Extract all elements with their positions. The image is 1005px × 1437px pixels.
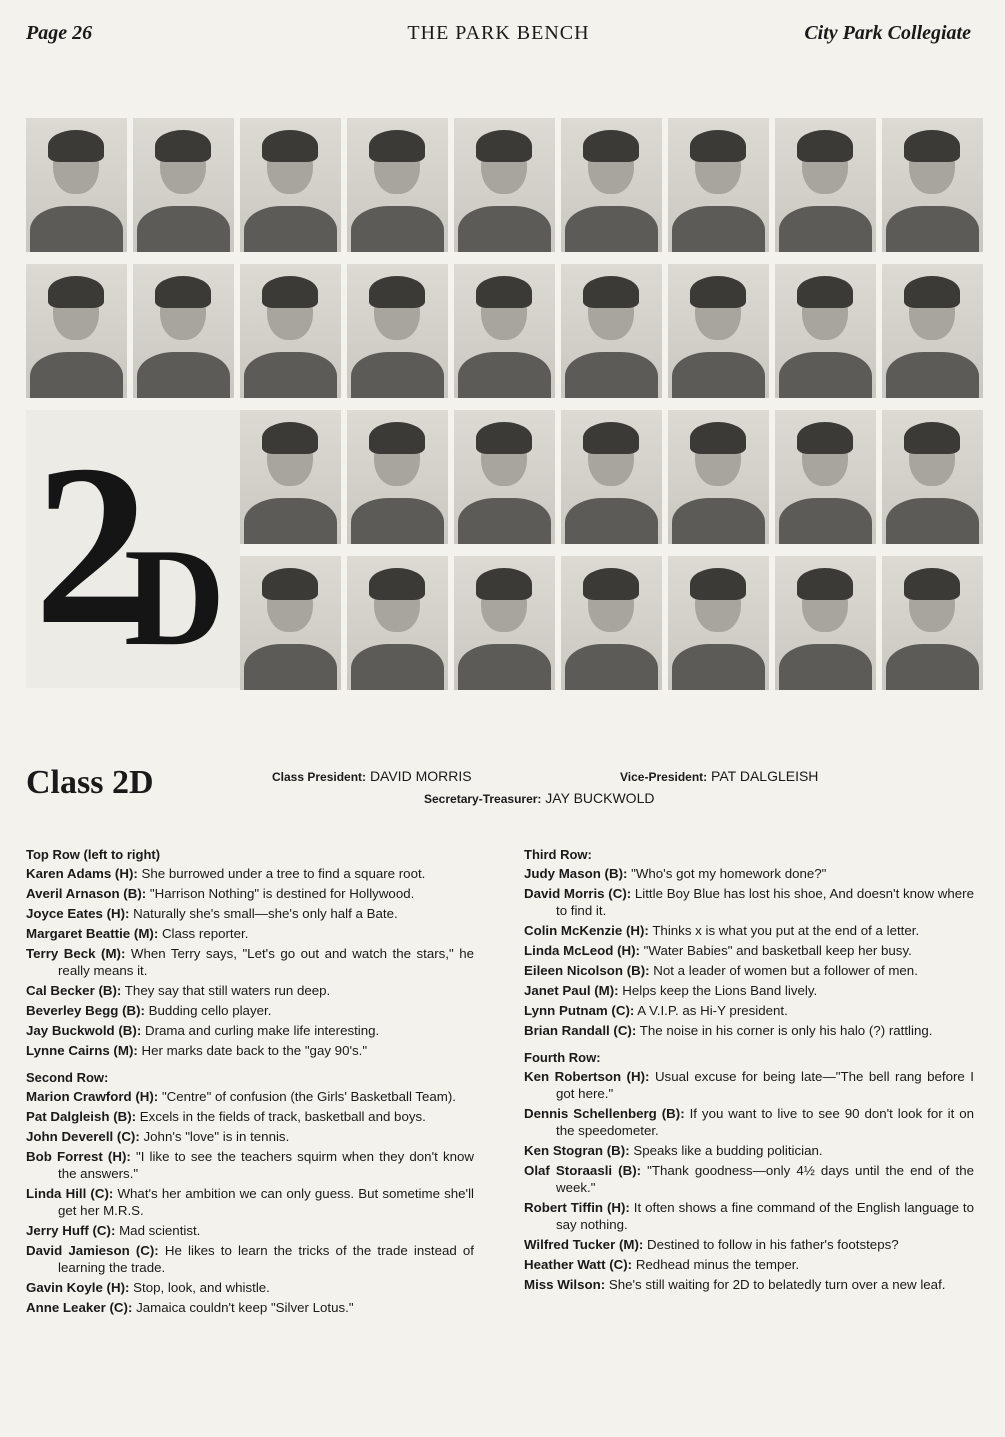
- student-name: Linda McLeod (H):: [524, 943, 640, 958]
- student-caption: [524, 922, 974, 939]
- president-name: DAVID MORRIS: [369, 768, 472, 784]
- student-portrait: [454, 556, 555, 690]
- class-title: Class 2D: [26, 764, 154, 801]
- student-quip: Jamaica couldn't keep "Silver Lotus.": [136, 1300, 354, 1315]
- student-portrait: [347, 264, 448, 398]
- student-portrait: [882, 264, 983, 398]
- student-quip: He likes to learn the tricks of the trade instead of learning the trade.: [58, 1243, 475, 1275]
- student-quip: It often shows a fine command of the English language to say nothing.: [556, 1200, 974, 1232]
- row-heading: Second Row:: [26, 1070, 109, 1085]
- student-quip: Usual excuse for being late—"The bell rang before I got here.": [556, 1069, 974, 1101]
- student-portrait: [26, 118, 127, 252]
- student-name: Lynn Putnam (C):: [524, 1003, 635, 1018]
- student-caption: [524, 1236, 974, 1253]
- student-portrait: [668, 264, 769, 398]
- student-portrait: [454, 410, 555, 544]
- student-portrait: [775, 556, 876, 690]
- student-caption: [524, 1256, 974, 1273]
- student-quip: "Thank goodness—only 4½ days until the end of the week.": [556, 1163, 974, 1195]
- secretary-name: JAY BUCKWOLD: [545, 790, 655, 806]
- student-quip: Not a leader of women but a follower of men.: [653, 963, 918, 978]
- student-name: David Jamieson (C):: [26, 1243, 159, 1258]
- student-portrait: [882, 410, 983, 544]
- student-caption: [26, 925, 474, 942]
- student-quip: Stop, look, and whistle.: [133, 1280, 270, 1295]
- student-name: Joyce Eates (H):: [26, 906, 130, 921]
- student-name: Ken Stogran (B):: [524, 1143, 630, 1158]
- captions-left-column: [26, 846, 474, 1319]
- student-name: Averil Arnason (B):: [26, 886, 147, 901]
- student-caption: [26, 982, 474, 999]
- student-portrait: [668, 410, 769, 544]
- student-quip: Budding cello player.: [148, 1003, 272, 1018]
- student-portrait: [882, 118, 983, 252]
- student-name: Wilfred Tucker (M):: [524, 1237, 644, 1252]
- student-caption: [26, 865, 474, 882]
- student-name: Janet Paul (M):: [524, 983, 619, 998]
- student-portrait: [240, 410, 341, 544]
- student-name: Judy Mason (B):: [524, 866, 628, 881]
- student-quip: Mad scientist.: [119, 1223, 201, 1238]
- student-portrait: [561, 410, 662, 544]
- student-caption: [524, 962, 974, 979]
- student-name: Heather Watt (C):: [524, 1257, 633, 1272]
- publication-title: THE PARK BENCH: [407, 22, 590, 44]
- student-name: Dennis Schellenberg (B):: [524, 1106, 685, 1121]
- student-name: Lynne Cairns (M):: [26, 1043, 138, 1058]
- student-portrait: [561, 264, 662, 398]
- student-quip: Helps keep the Lions Band lively.: [622, 983, 818, 998]
- student-quip: Drama and curling make life interesting.: [144, 1023, 380, 1038]
- student-caption: [26, 1002, 474, 1019]
- student-quip: Redhead minus the temper.: [635, 1257, 800, 1272]
- student-caption: [26, 1128, 474, 1145]
- student-quip: John's "love" is in tennis.: [143, 1129, 290, 1144]
- student-portrait: [26, 264, 127, 398]
- student-portrait: [775, 410, 876, 544]
- student-caption: [26, 1279, 474, 1296]
- student-quip: What's her ambition we can only guess. But sometime she'll get her M.R.S.: [58, 1186, 474, 1218]
- student-name: Karen Adams (H):: [26, 866, 138, 881]
- student-caption: [524, 1162, 974, 1196]
- student-caption: [26, 1299, 474, 1316]
- student-portrait: [668, 118, 769, 252]
- president: [272, 768, 472, 784]
- student-caption: [524, 1142, 974, 1159]
- student-quip: Naturally she's small—she's only half a Bate.: [133, 906, 398, 921]
- student-name: David Morris (C):: [524, 886, 632, 901]
- student-caption: [524, 865, 974, 882]
- student-quip: "Who's got my homework done?": [631, 866, 827, 881]
- student-caption: [524, 982, 974, 999]
- student-quip: Speaks like a budding politician.: [633, 1143, 823, 1158]
- student-name: Margaret Beattie (M):: [26, 926, 159, 941]
- student-name: Linda Hill (C):: [26, 1186, 114, 1201]
- student-portrait: [240, 556, 341, 690]
- student-name: Colin McKenzie (H):: [524, 923, 649, 938]
- student-quip: They say that still waters run deep.: [124, 983, 331, 998]
- student-quip: She's still waiting for 2D to belatedly turn over a new leaf.: [608, 1277, 946, 1292]
- badge-letter: D: [124, 520, 226, 675]
- vice-president: [620, 768, 818, 784]
- student-portrait: [561, 556, 662, 690]
- student-quip: "Harrison Nothing" is destined for Hollywood.: [149, 886, 415, 901]
- student-caption: [524, 1276, 974, 1293]
- student-name: Bob Forrest (H):: [26, 1149, 131, 1164]
- page-number: Page 26: [26, 22, 93, 44]
- student-caption: [26, 885, 474, 902]
- student-caption: [524, 885, 974, 919]
- student-quip: Excels in the fields of track, basketball and boys.: [139, 1109, 426, 1124]
- vp-label: Vice-President:: [620, 770, 708, 784]
- student-caption: [524, 942, 974, 959]
- student-portrait: [347, 410, 448, 544]
- student-portrait: [240, 118, 341, 252]
- student-portrait: [347, 118, 448, 252]
- secretary-label: Secretary-Treasurer:: [424, 792, 542, 806]
- row-heading: Top Row (left to right): [26, 847, 161, 862]
- student-caption: [26, 1042, 474, 1059]
- row-heading: Fourth Row:: [524, 1050, 601, 1065]
- captions-right-column: [524, 846, 974, 1296]
- student-quip: Destined to follow in his father's footsteps?: [647, 1237, 899, 1252]
- student-portrait: [882, 556, 983, 690]
- student-quip: Little Boy Blue has lost his shoe, And doesn't know where to find it.: [556, 886, 974, 918]
- student-portrait: [133, 264, 234, 398]
- student-caption: [26, 1088, 474, 1105]
- student-portrait: [240, 264, 341, 398]
- student-quip: "I like to see the teachers squirm when they don't know the answers.": [58, 1149, 474, 1181]
- class-officers: [272, 766, 912, 810]
- student-quip: Class reporter.: [161, 926, 249, 941]
- student-name: Jerry Huff (C):: [26, 1223, 116, 1238]
- student-portrait: [454, 264, 555, 398]
- student-name: Marion Crawford (H):: [26, 1089, 159, 1104]
- student-name: Beverley Begg (B):: [26, 1003, 145, 1018]
- student-caption: [26, 945, 474, 979]
- student-caption: [26, 905, 474, 922]
- student-portrait: [668, 556, 769, 690]
- student-name: Anne Leaker (C):: [26, 1300, 133, 1315]
- student-portrait: [775, 264, 876, 398]
- student-caption: [524, 1105, 974, 1139]
- row-heading: Third Row:: [524, 847, 592, 862]
- student-caption: [26, 1022, 474, 1039]
- student-name: Terry Beck (M):: [26, 946, 126, 961]
- student-name: Eileen Nicolson (B):: [524, 963, 650, 978]
- student-quip: A V.I.P. as Hi-Y president.: [637, 1003, 788, 1018]
- student-name: John Deverell (C):: [26, 1129, 140, 1144]
- student-quip: The noise in his corner is only his halo (?) rattling.: [639, 1023, 933, 1038]
- student-quip: If you want to live to see 90 don't look for it on the speedometer.: [556, 1106, 975, 1138]
- student-name: Brian Randall (C):: [524, 1023, 637, 1038]
- student-portrait: [454, 118, 555, 252]
- student-caption: [524, 1022, 974, 1039]
- student-quip: When Terry says, "Let's go out and watch the stars," he really means it.: [58, 946, 474, 978]
- badge-number: 2: [34, 417, 149, 672]
- student-portrait: [561, 118, 662, 252]
- student-caption: [524, 1002, 974, 1019]
- student-portrait: [133, 118, 234, 252]
- student-caption: [26, 1108, 474, 1125]
- vp-name: PAT DALGLEISH: [711, 768, 819, 784]
- student-name: Robert Tiffin (H):: [524, 1200, 630, 1215]
- secretary-treasurer: [424, 790, 654, 806]
- student-portrait: [347, 556, 448, 690]
- student-caption: [26, 1222, 474, 1239]
- student-name: Pat Dalgleish (B):: [26, 1109, 137, 1124]
- student-name: Gavin Koyle (H):: [26, 1280, 130, 1295]
- student-quip: Her marks date back to the "gay 90's.": [141, 1043, 368, 1058]
- student-caption: [26, 1185, 474, 1219]
- student-quip: "Centre" of confusion (the Girls' Basketball Team).: [161, 1089, 456, 1104]
- student-quip: She burrowed under a tree to find a square root.: [141, 866, 426, 881]
- student-portrait: [775, 118, 876, 252]
- student-caption: [524, 1199, 974, 1233]
- student-quip: Thinks x is what you put at the end of a letter.: [652, 923, 920, 938]
- school-name: City Park Collegiate: [804, 22, 971, 44]
- student-name: Jay Buckwold (B):: [26, 1023, 142, 1038]
- class-badge-artwork: [26, 410, 240, 688]
- president-label: Class President:: [272, 770, 367, 784]
- student-name: Olaf Storaasli (B):: [524, 1163, 642, 1178]
- student-name: Ken Robertson (H):: [524, 1069, 650, 1084]
- student-caption: [26, 1242, 474, 1276]
- student-name: Miss Wilson:: [524, 1277, 606, 1292]
- page-header: [26, 18, 971, 48]
- student-name: Cal Becker (B):: [26, 983, 122, 998]
- student-caption: [524, 1068, 974, 1102]
- student-caption: [26, 1148, 474, 1182]
- student-quip: "Water Babies" and basketball keep her busy.: [643, 943, 912, 958]
